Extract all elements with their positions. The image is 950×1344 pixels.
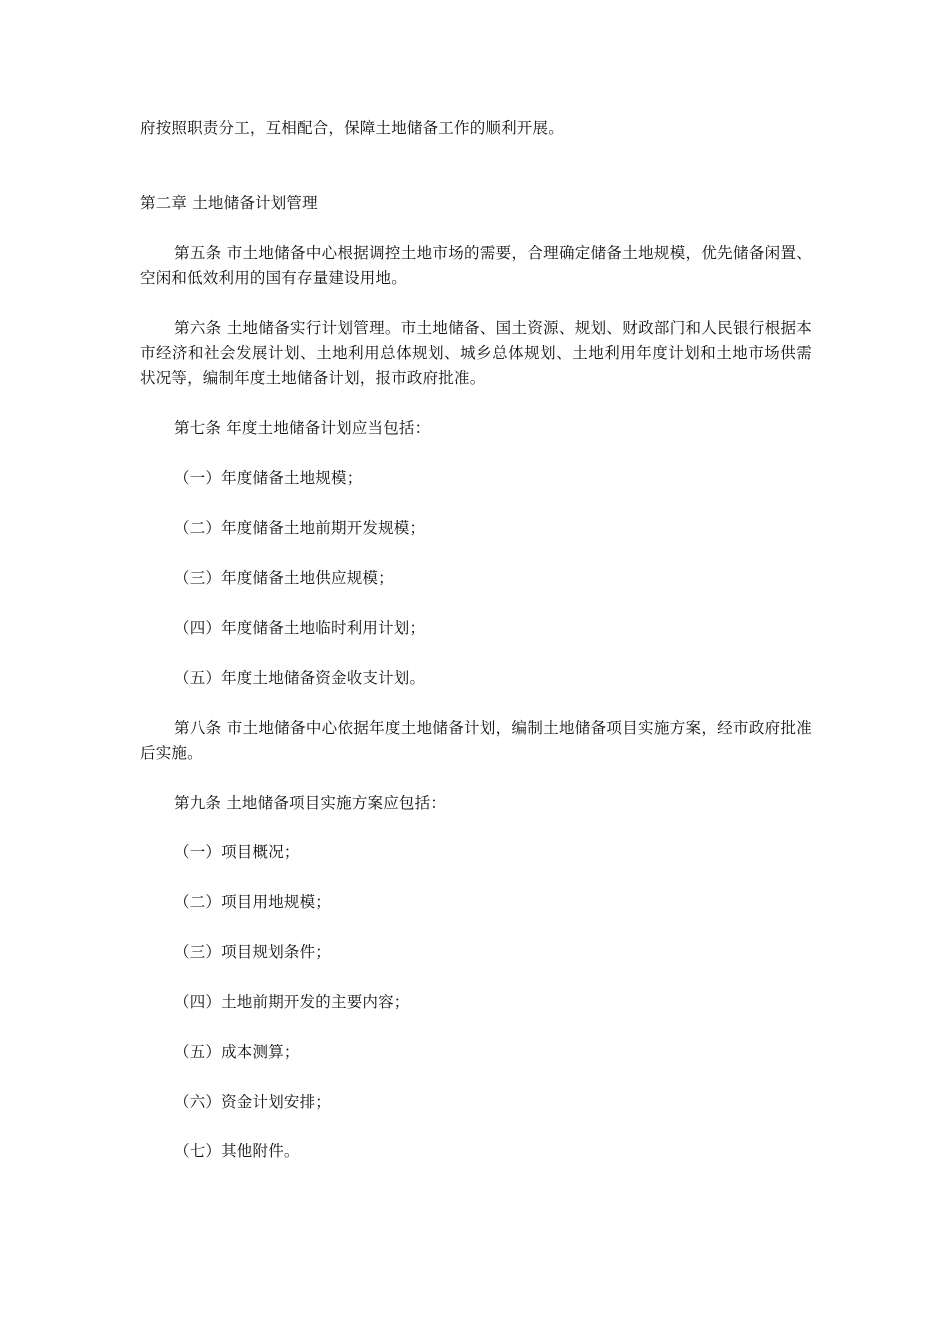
article-9-paragraph: 第九条 土地储备项目实施方案应包括：: [174, 794, 447, 812]
article-7-item: （一）年度储备土地规模；: [174, 469, 363, 487]
article-9-item: （三）项目规划条件；: [174, 943, 332, 961]
article-5-paragraph: 第五条 市土地储备中心根据调控土地市场的需要，合理确定储备土地规模，优先储备闲置、空闲和低效利用的国有存量建设用地。: [140, 244, 812, 287]
article-9-item: （七）其他附件。: [174, 1142, 300, 1160]
article-9-item: （五）成本测算；: [174, 1043, 300, 1061]
article-6-paragraph: 第六条 土地储备实行计划管理。市土地储备、国土资源、规划、财政部门和人民银行根据本市经济和社会发展计划、土地利用总体规划、城乡总体规划、土地利用年度计划和土地市场供需状况等，编制年度土地储备计划，报市政府批准。: [140, 319, 812, 387]
article-9-item: （一）项目概况；: [174, 843, 300, 861]
continuation-paragraph: 府按照职责分工，互相配合，保障土地储备工作的顺利开展。: [140, 119, 564, 137]
article-9-item: （六）资金计划安排；: [174, 1093, 332, 1111]
article-7-item: （五）年度土地储备资金收支计划。: [174, 669, 426, 687]
article-7-paragraph: 第七条 年度土地储备计划应当包括：: [174, 419, 431, 437]
article-9-item: （二）项目用地规模；: [174, 893, 332, 911]
article-8-paragraph: 第八条 市土地储备中心依据年度土地储备计划，编制土地储备项目实施方案，经市政府批准后实施。: [140, 719, 812, 762]
article-7-item: （三）年度储备土地供应规模；: [174, 569, 394, 587]
article-9-item: （四）土地前期开发的主要内容；: [174, 993, 410, 1011]
article-7-item: （二）年度储备土地前期开发规模；: [174, 519, 426, 537]
chapter-heading: 第二章 土地储备计划管理: [140, 194, 318, 212]
article-7-item: （四）年度储备土地临时利用计划；: [174, 619, 426, 637]
